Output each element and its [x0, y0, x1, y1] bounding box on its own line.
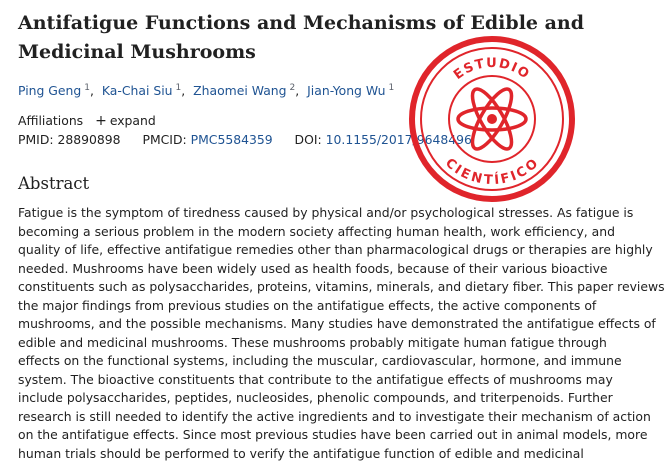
affiliations-label: Affiliations — [18, 113, 83, 128]
expand-label: expand — [110, 113, 156, 128]
stamp-top-text: ESTUDIO — [451, 56, 533, 83]
abstract-line: human trials should be performed to verify the antifatigue function of edible and medicinal — [18, 445, 574, 463]
abstract-line: Fatigue is the symptom of tiredness caused by physical and/or psychological stresses. As fatigue is — [18, 204, 574, 223]
author-link[interactable]: Ka-Chai Siu — [102, 83, 173, 98]
doi-link[interactable]: 10.1155/2017/9648496 — [326, 132, 472, 147]
abstract-line: becoming a serious problem in the modern society affecting human health, work efficiency, and — [18, 223, 574, 242]
author-separator: , — [295, 83, 299, 98]
abstract-line: mushrooms, and the possible mechanisms. Many studies have demonstrated the antifatigue effects of — [18, 315, 574, 334]
identifier-row — [18, 132, 472, 147]
plus-icon: + — [95, 113, 107, 129]
abstract-line: the major findings from previous studies on the antifatigue effects, the active components of — [18, 297, 574, 316]
abstract-text — [18, 204, 574, 463]
affiliation-ref[interactable]: 2 — [290, 83, 296, 93]
estudio-cientifico-stamp — [408, 35, 576, 203]
abstract-line: needed. Mushrooms have been widely used as health foods, because of their various bioactive — [18, 260, 574, 279]
author-link[interactable]: Ping Geng — [18, 83, 81, 98]
abstract-line: constituents such as polysaccharides, proteins, vitamins, minerals, and dietary fiber. This paper reviews — [18, 278, 574, 297]
affiliation-ref[interactable]: 1 — [389, 83, 395, 93]
author-separator: , — [90, 83, 94, 98]
affiliation-ref[interactable]: 1 — [84, 83, 90, 93]
pmcid-link[interactable]: PMC5584359 — [191, 132, 273, 147]
author-separator: , — [181, 83, 185, 98]
abstract-line: quality of life, effective antifatigue remedies other than pharmacological drugs or therapies are highly — [18, 241, 574, 260]
abstract-line: on the antifatigue effects. Since most previous studies have been carried out in animal models, more — [18, 426, 574, 445]
abstract-line: include polysaccharides, peptides, nucleosides, phenolic compounds, and triterpenoids. Further — [18, 389, 574, 408]
title-line-2: Medicinal Mushrooms — [18, 38, 574, 67]
author-list — [18, 83, 394, 98]
doi-label: DOI: — [295, 132, 322, 147]
abstract-line: system. The bioactive constituents that contribute to the antifatigue effects of mushrooms may — [18, 371, 574, 390]
abstract-line: edible and medicinal mushrooms. These mushrooms probably mitigate human fatigue through — [18, 334, 574, 353]
author-link[interactable]: Zhaomei Wang — [193, 83, 286, 98]
affiliation-ref[interactable]: 1 — [176, 83, 182, 93]
abstract-line: research is still needed to identify the active ingredients and to investigate their mechanism of action — [18, 408, 574, 427]
pmid-label: PMID: — [18, 132, 54, 147]
abstract-line: effects on the functional systems, including the muscular, cardiovascular, hormone, and immune — [18, 352, 574, 371]
pmcid-label: PMCID: — [142, 132, 186, 147]
abstract-heading: Abstract — [18, 174, 89, 193]
expand-toggle[interactable] — [87, 113, 156, 128]
affiliations-row — [18, 113, 156, 129]
title-line-1: Antifatigue Functions and Mechanisms of Edible and — [18, 9, 574, 38]
pmid-value: 28890898 — [58, 132, 121, 147]
stamp-bottom-text: CIENTÍFICO — [442, 156, 542, 188]
author-link[interactable]: Jian-Yong Wu — [307, 83, 385, 98]
